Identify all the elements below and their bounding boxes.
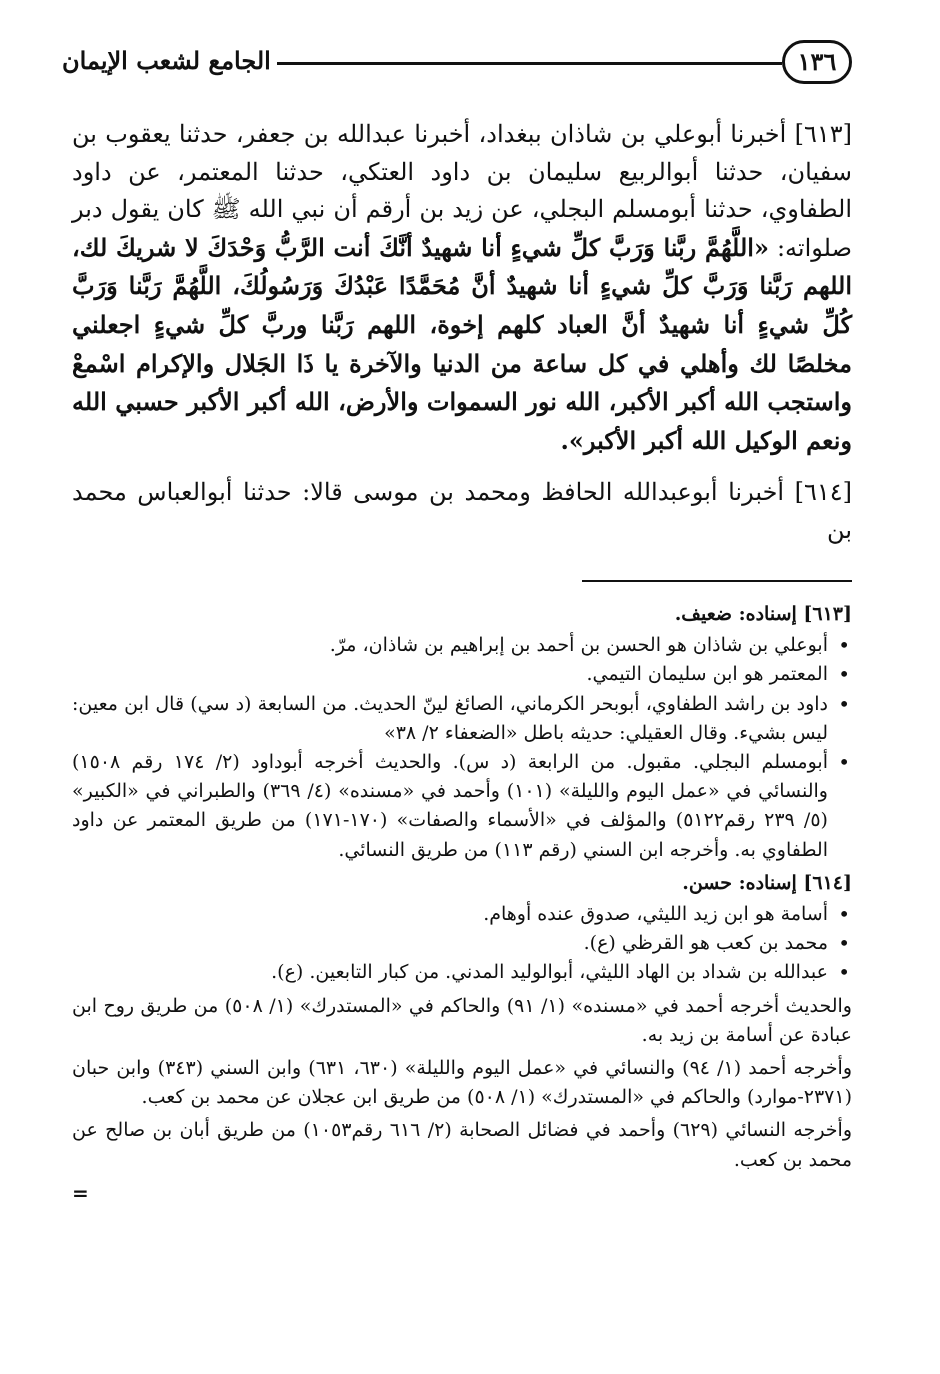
footnote-item: • أبومسلم البجلي. مقبول. من الرابعة (د س). والحديث أخرجه أبوداود (٢/ ١٧٤ رقم ١٥٠٨) والنسائي في «عمل اليوم والليلة» (١٠١) وأحمد في «مسنده» (٤/ ٣٦٩) والطبراني في «الكبير» (٥/ ٢٣٩ رقم٥١٢٢) والمؤلف في «الأسماء والصفات» (١٧٠-١٧١) من طريق المعتمر عن داود الطفاوي به. وأخرجه ابن السني (رقم ١١٣) من طريق النسائي. — [72, 750, 850, 861]
footnote-item: • عبدالله بن شداد بن الهاد الليثي، أبوالوليد المدني. من كبار التابعين. (ع). — [72, 958, 852, 987]
hadith-613 — [72, 116, 852, 460]
footnote-list — [72, 900, 852, 988]
footnote-heading: [٦١٣] إسناده: ضعيف. — [674, 603, 852, 625]
footnote-item: • أسامة هو ابن زيد الليثي، صدوق عنده أوهام. — [72, 900, 852, 929]
hadith-isnad: أخبرنا أبوعلي بن شاذان ببغداد، أخبرنا عبدالله بن جعفر، حدثنا يعقوب بن سفيان، حدثنا أبوالربيع سليمان بن داود العتكي، حدثنا المعتمر، عن داود الطفاوي، حدثنا أبومسلم البجلي، عن زيد بن أرقم أن نبي الله ﷺ كان يقول دبر صلواته: — [72, 120, 852, 262]
bullet-icon: • — [838, 662, 850, 687]
bullet-icon: • — [838, 750, 850, 775]
bullet-icon: • — [838, 960, 850, 985]
page-number: ١٣٦ — [782, 40, 852, 84]
header-rule — [277, 62, 782, 65]
hadith-dua: «اللَّهُمَّ ربَّنا وَرَبَّ كلِّ شيءٍ أنا شهيدٌ أنَّكَ أنت الرَّبُّ وَحْدَكَ لا شريكَ لك، اللهم رَبَّنا وَرَبَّ كلِّ شيءٍ أنا شهيدٌ أنَّ مُحَمَّدًا عَبْدُكَ وَرَسُولُكَ، اللَّهُمَّ رَبَّنا وَرَبَّ كُلِّ شيءٍ أنا شهيدٌ أنَّ العباد كلهم إخوة، اللهم رَبَّنا وربَّ كلِّ شيءٍ اجعلني مخلصًا لك وأهلي في كل ساعة من الدنيا والآخرة يا ذَا الجَلال والإكرام اسْمعْ واستجب الله أكبر الأكبر، الله نور السموات والأرض، الله أكبر الأكبر حسبي الله ونعم الوكيل الله أكبر الأكبر». — [72, 232, 852, 455]
footnote-paragraph: وأخرجه النسائي (٦٢٩) وأحمد في فضائل الصحابة (٢/ ٦١٦ رقم١٠٥٣) من طريق أبان بن صالح عن محمد بن كعب. — [72, 1119, 853, 1171]
hadith-number: [٦١٣] — [794, 120, 852, 148]
hadith-614 — [72, 474, 852, 549]
footnote-item: • المعتمر هو ابن سليمان التيمي. — [72, 660, 852, 689]
bullet-icon: • — [838, 931, 850, 956]
hadith-number: [٦١٤] — [794, 478, 852, 507]
footnote-paragraph: وأخرجه أحمد (١/ ٩٤) والنسائي في «عمل اليوم والليلة» (٦٣٠، ٦٣١) وابن السني (٣٤٣) وابن حبان (٢٣٧١-موارد) والحاكم في «المستدرك» (١/ ٥٠٨) من طريق ابن عجلان عن محمد بن كعب. — [72, 1057, 853, 1109]
footnote-separator — [582, 580, 852, 582]
bullet-icon: • — [838, 633, 850, 658]
page-header — [62, 38, 852, 100]
footnote-paragraph: والحديث أخرجه أحمد في «مسنده» (١/ ٩١) والحاكم في «المستدرك» (١/ ٥٠٨) من طريق روح ابن عبادة عن أسامة بن زيد به. — [72, 994, 852, 1046]
bullet-icon: • — [838, 902, 850, 927]
bullet-icon: • — [838, 691, 850, 716]
hadith-isnad: أخبرنا أبوعبدالله الحافظ ومحمد بن موسى قالا: حدثنا أبوالعباس محمد بن — [72, 478, 852, 544]
footnote-item: • أبوعلي بن شاذان هو الحسن بن أحمد بن إبراهيم بن شاذان، مرّ. — [72, 631, 852, 660]
main-text — [72, 116, 852, 564]
footnote-item: • داود بن راشد الطفاوي، أبوبحر الكرماني، الصائغ لينّ الحديث. من السابعة (د سي) قال ابن معين: ليس بشيء. وقال العقيلي: حديثه باطل «الضعفاء ٢/ ٣٨» — [72, 691, 850, 744]
footnote-heading: [٦١٤] إسناده: حسن. — [682, 871, 852, 894]
continuation-mark: = — [72, 1180, 89, 1205]
footnote-list — [72, 631, 852, 865]
footnotes — [72, 596, 852, 1208]
footnote-item: • محمد بن كعب هو القرظي (ع). — [72, 929, 852, 958]
book-title: الجامع لشعب الإيمان — [62, 46, 271, 75]
